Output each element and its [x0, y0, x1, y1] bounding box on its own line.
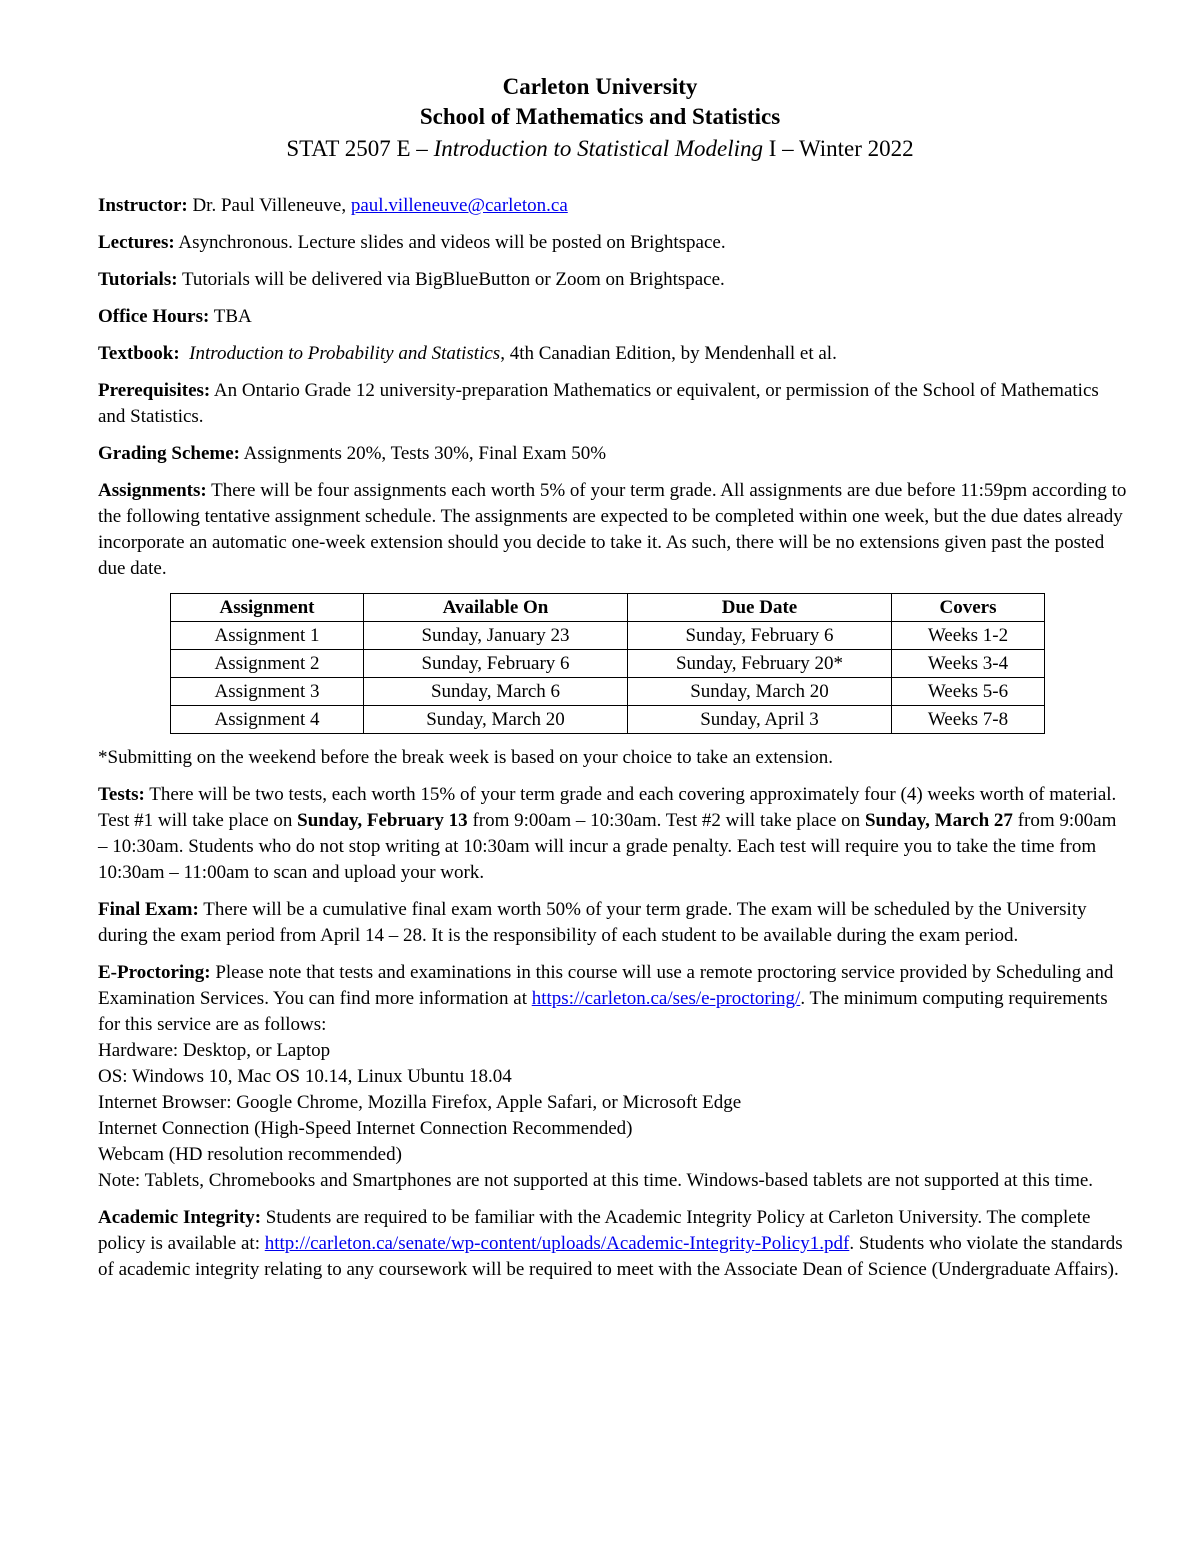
requirement-browser: Internet Browser: Google Chrome, Mozilla Firefox, Apple Safari, or Microsoft Edge — [98, 1092, 742, 1113]
assignments-label: Assignments: — [98, 480, 207, 501]
requirement-hardware: Hardware: Desktop, or Laptop — [98, 1040, 331, 1061]
integrity-label: Academic Integrity: — [98, 1207, 262, 1228]
requirement-webcam: Webcam (HD resolution recommended) — [98, 1144, 402, 1165]
course-suffix: I – Winter 2022 — [763, 136, 914, 161]
table-row — [171, 650, 1045, 678]
final-exam-text: There will be a cumulative final exam worth 50% of your term grade. The exam will be scheduled by the University during the exam period from April 14 – 28. It is the responsibility of each student to be available during the exam period. — [98, 899, 1087, 946]
column-header: Due Date — [628, 594, 892, 622]
course-title — [0, 132, 1200, 166]
tests-text-3: from 9:00am – 10:30am. Students who do not stop writing at 10:30am will incur a grade penalty. Each test will require you to take the time from 10:30am – 11:00am to scan and upload your work. — [98, 810, 1117, 883]
table-cell: Sunday, January 23 — [364, 622, 628, 650]
table-cell: Assignment 3 — [171, 678, 364, 706]
schedule-footnote: *Submitting on the weekend before the break week is based on your choice to take an extension. — [98, 747, 833, 768]
lectures-line — [98, 230, 1128, 256]
course-prefix: STAT 2507 E – — [286, 136, 434, 161]
table-cell: Assignment 4 — [171, 706, 364, 734]
table-header-row — [171, 594, 1045, 622]
tutorials-line — [98, 267, 1128, 293]
table-cell: Weeks 1-2 — [892, 622, 1045, 650]
lectures-label: Lectures: — [98, 232, 175, 253]
table-cell: Sunday, March 6 — [364, 678, 628, 706]
tutorials-label: Tutorials: — [98, 269, 178, 290]
table-cell: Sunday, February 6 — [628, 622, 892, 650]
table-row — [171, 622, 1045, 650]
eproctoring-after: . The minimum computing requirements for this service are as follows: — [98, 988, 1108, 1035]
table-cell: Sunday, March 20 — [628, 678, 892, 706]
grading-text: Assignments 20%, Tests 30%, Final Exam 50% — [239, 443, 607, 464]
eproctoring-link[interactable]: https://carleton.ca/ses/e-proctoring/ — [531, 988, 801, 1009]
integrity-after: . Students who violate the standards of academic integrity relating to any coursework will be required to meet with the Associate Dean of Science (Undergraduate Affairs). — [98, 1233, 1123, 1280]
test1-date: Sunday, February 13 — [297, 810, 468, 831]
textbook-rest: , 4th Canadian Edition, by Mendenhall et al. — [500, 343, 837, 364]
eproctoring-label: E-Proctoring: — [98, 962, 211, 983]
column-header: Assignment — [171, 594, 364, 622]
instructor-name: Dr. Paul Villeneuve, — [187, 195, 351, 216]
lectures-text: Asynchronous. Lecture slides and videos will be posted on Brightspace. — [174, 232, 726, 253]
integrity-policy-link[interactable]: http://carleton.ca/senate/wp-content/uploads/Academic-Integrity-Policy1.pdf — [264, 1233, 850, 1254]
column-header: Covers — [892, 594, 1045, 622]
final-exam-paragraph — [98, 897, 1128, 949]
prerequisites-paragraph — [98, 378, 1128, 430]
integrity-text: Students are required to be familiar with the Academic Integrity Policy at Carleton University. The complete policy is available at: — [98, 1207, 1091, 1254]
table-cell: Sunday, February 20* — [628, 650, 892, 678]
table-cell: Sunday, March 20 — [364, 706, 628, 734]
office-hours-label: Office Hours: — [98, 306, 210, 327]
test2-date: Sunday, March 27 — [864, 810, 1013, 831]
requirement-connection: Internet Connection (High-Speed Internet Connection Recommended) — [98, 1118, 633, 1139]
eproctoring-paragraph — [98, 960, 1128, 1194]
instructor-line — [98, 193, 1128, 219]
tests-paragraph — [98, 782, 1128, 886]
final-exam-label: Final Exam: — [98, 899, 199, 920]
requirement-note: Note: Tablets, Chromebooks and Smartphones are not supported at this time. Windows-based tablets are not supported at this time. — [98, 1170, 1094, 1191]
school-name: School of Mathematics and Statistics — [419, 104, 781, 129]
assignments-paragraph — [98, 478, 1128, 582]
office-hours-line — [98, 304, 1128, 330]
assignment-schedule-table — [170, 593, 1045, 734]
textbook-title: Introduction to Probability and Statistics — [189, 343, 501, 364]
table-cell: Sunday, April 3 — [628, 706, 892, 734]
table-cell: Sunday, February 6 — [364, 650, 628, 678]
tutorials-text: Tutorials will be delivered via BigBlueButton or Zoom on Brightspace. — [177, 269, 725, 290]
requirement-os: OS: Windows 10, Mac OS 10.14, Linux Ubuntu 18.04 — [98, 1066, 512, 1087]
university-name: Carleton University — [502, 74, 698, 99]
instructor-label: Instructor: — [98, 195, 188, 216]
textbook-label: Textbook: — [98, 343, 180, 364]
syllabus-body — [98, 193, 1128, 1294]
course-title-italic: Introduction to Statistical Modeling — [433, 136, 763, 161]
table-cell: Assignment 1 — [171, 622, 364, 650]
textbook-line — [98, 341, 1128, 367]
prerequisites-label: Prerequisites: — [98, 380, 211, 401]
office-hours-text: TBA — [209, 306, 252, 327]
eproctoring-text: Please note that tests and examinations in this course will use a remote proctoring service provided by Scheduling and Examination Services. You can find more information at — [98, 962, 1114, 1009]
assignments-text: There will be four assignments each worth 5% of your term grade. All assignments are due before 11:59pm according to the following tentative assignment schedule. The assignments are expected to be completed within one week, but the due dates already incorporate an automatic one-week extension should you decide to take it. As such, there will be no extensions given past the posted due date. — [98, 480, 1127, 579]
tests-label: Tests: — [98, 784, 145, 805]
document-header — [0, 72, 1200, 166]
grading-line — [98, 441, 1128, 467]
table-row — [171, 678, 1045, 706]
column-header: Available On — [364, 594, 628, 622]
academic-integrity-paragraph — [98, 1205, 1128, 1283]
grading-label: Grading Scheme: — [98, 443, 240, 464]
table-cell: Weeks 7-8 — [892, 706, 1045, 734]
table-cell: Weeks 3-4 — [892, 650, 1045, 678]
table-cell: Assignment 2 — [171, 650, 364, 678]
table-row — [171, 706, 1045, 734]
tests-text-1: There will be two tests, each worth 15% of your term grade and each covering approximately four (4) weeks worth of material. Test #1 will take place on — [98, 784, 1117, 831]
prerequisites-text: An Ontario Grade 12 university-preparation Mathematics or equivalent, or permission of the School of Mathematics and Statistics. — [98, 380, 1099, 427]
table-cell: Weeks 5-6 — [892, 678, 1045, 706]
instructor-email-link[interactable]: paul.villeneuve@carleton.ca — [350, 195, 568, 216]
tests-text-2: from 9:00am – 10:30am. Test #2 will take place on — [467, 810, 865, 831]
